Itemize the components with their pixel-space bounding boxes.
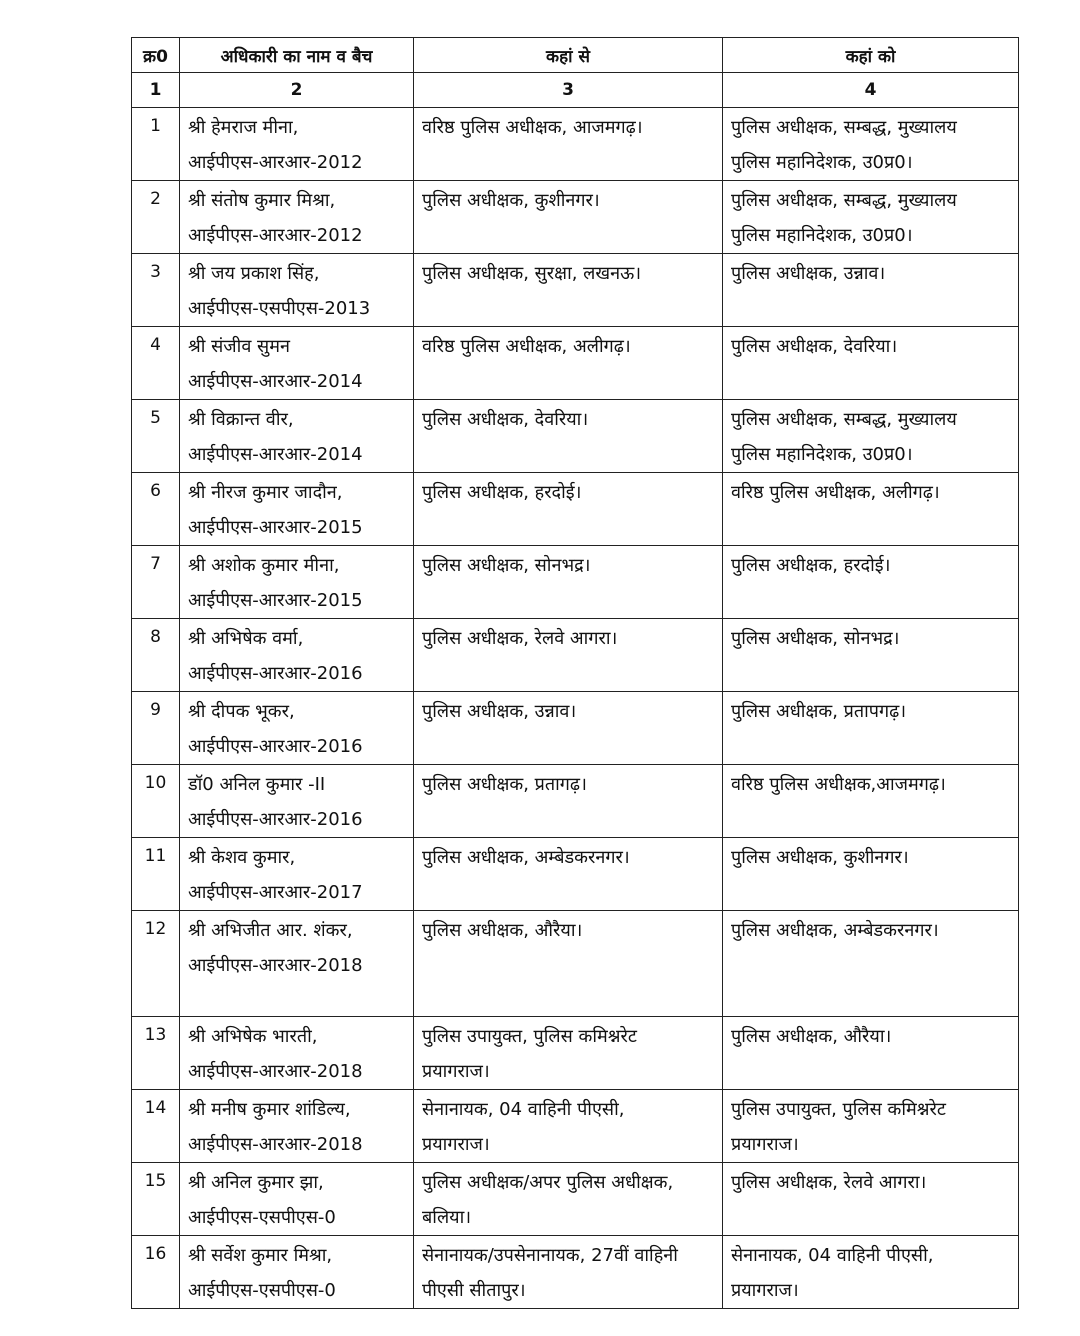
officer-name-batch-line: श्री नीरज कुमार जादौन, [188, 482, 343, 503]
table-row [132, 108, 1019, 181]
posting-from [414, 181, 723, 254]
table-row [132, 473, 1019, 546]
posting-to-line: पुलिस अधीक्षक, रेलवे आगरा। [731, 1172, 927, 1193]
serial-number: 1 [132, 108, 180, 181]
officer-name-batch [180, 1017, 414, 1090]
posting-from-line: पुलिस अधीक्षक, सोनभद्र। [422, 555, 591, 576]
serial-number: 9 [132, 692, 180, 765]
table-row [132, 838, 1019, 911]
officer-name-batch [180, 108, 414, 181]
officer-name-batch-line: आईपीएस-एसपीएस-0 [188, 1280, 336, 1301]
posting-to [723, 108, 1019, 181]
officer-name-batch-line: श्री अभिषेक भारती, [188, 1026, 318, 1047]
posting-to-line: पुलिस अधीक्षक, सम्बद्ध, मुख्यालय [731, 117, 957, 138]
table-row [132, 1017, 1019, 1090]
posting-from [414, 400, 723, 473]
posting-from-line: पुलिस अधीक्षक, रेलवे आगरा। [422, 628, 618, 649]
posting-from-line: पुलिस अधीक्षक, देवरिया। [422, 409, 589, 430]
table-row [132, 619, 1019, 692]
posting-from-line: पुलिस अधीक्षक, सुरक्षा, लखनऊ। [422, 263, 642, 284]
posting-from-line: वरिष्ठ पुलिस अधीक्षक, अलीगढ़। [422, 336, 631, 357]
officer-name-batch-line: आईपीएस-आरआर-2016 [188, 663, 363, 684]
serial-number: 12 [132, 911, 180, 1017]
header-from: कहां से [414, 38, 723, 73]
table-row [132, 765, 1019, 838]
serial-number: 4 [132, 327, 180, 400]
officer-name-batch-line: आईपीएस-आरआर-2018 [188, 1061, 363, 1082]
table-body [132, 108, 1019, 1309]
posting-from [414, 473, 723, 546]
officer-name-batch-line: श्री दीपक भूकर, [188, 701, 295, 722]
officer-name-batch [180, 1236, 414, 1309]
column-number-row [132, 73, 1019, 108]
officer-name-batch [180, 692, 414, 765]
posting-to [723, 254, 1019, 327]
posting-to [723, 473, 1019, 546]
posting-to [723, 619, 1019, 692]
officer-name-batch [180, 181, 414, 254]
posting-from-line: पुलिस अधीक्षक, कुशीनगर। [422, 190, 600, 211]
header-row [132, 38, 1019, 73]
officer-name-batch-line: आईपीएस-आरआर-2012 [188, 225, 363, 246]
posting-to [723, 546, 1019, 619]
serial-number: 14 [132, 1090, 180, 1163]
posting-from [414, 108, 723, 181]
officer-name-batch [180, 619, 414, 692]
table-row [132, 327, 1019, 400]
posting-to-line: प्रयागराज। [731, 1134, 799, 1155]
posting-from-line: पुलिस अधीक्षक, प्रतागढ़। [422, 774, 587, 795]
posting-from [414, 1163, 723, 1236]
posting-to-line: पुलिस अधीक्षक, देवरिया। [731, 336, 898, 357]
posting-from [414, 838, 723, 911]
officer-name-batch-line: श्री सर्वेश कुमार मिश्रा, [188, 1245, 333, 1266]
officer-name-batch-line: आईपीएस-आरआर-2014 [188, 444, 363, 465]
officer-name-batch-line: श्री अभिषेक वर्मा, [188, 628, 304, 649]
officer-name-batch-line: आईपीएस-आरआर-2018 [188, 955, 363, 976]
posting-from-line: सेनानायक/उपसेनानायक, 27वीं वाहिनी [422, 1245, 678, 1266]
officer-name-batch [180, 546, 414, 619]
table-row [132, 254, 1019, 327]
officer-name-batch-line: श्री संतोष कुमार मिश्रा, [188, 190, 336, 211]
officer-name-batch-line: श्री जय प्रकाश सिंह, [188, 263, 320, 284]
column-number: 1 [132, 73, 180, 108]
serial-number: 10 [132, 765, 180, 838]
header-serial: क्र0 [132, 38, 180, 73]
posting-to [723, 181, 1019, 254]
posting-to-line: पुलिस अधीक्षक, हरदोई। [731, 555, 891, 576]
serial-number: 3 [132, 254, 180, 327]
posting-from-line: वरिष्ठ पुलिस अधीक्षक, आजमगढ़। [422, 117, 643, 138]
table-row [132, 692, 1019, 765]
officer-name-batch-line: आईपीएस-आरआर-2016 [188, 809, 363, 830]
serial-number: 16 [132, 1236, 180, 1309]
posting-to [723, 1090, 1019, 1163]
posting-from-line: पुलिस अधीक्षक, उन्नाव। [422, 701, 577, 722]
posting-to [723, 1163, 1019, 1236]
officer-name-batch [180, 838, 414, 911]
posting-from-line: पुलिस अधीक्षक, हरदोई। [422, 482, 582, 503]
transfer-table [131, 37, 1019, 1309]
officer-name-batch-line: आईपीएस-आरआर-2012 [188, 152, 363, 173]
officer-name-batch [180, 473, 414, 546]
table-row [132, 546, 1019, 619]
officer-name-batch [180, 327, 414, 400]
table-row [132, 1090, 1019, 1163]
posting-to-line: वरिष्ठ पुलिस अधीक्षक,आजमगढ़। [731, 774, 946, 795]
posting-to-line: पुलिस अधीक्षक, सम्बद्ध, मुख्यालय [731, 409, 957, 430]
serial-number: 5 [132, 400, 180, 473]
officer-name-batch-line: श्री अभिजीत आर. शंकर, [188, 920, 353, 941]
posting-from [414, 765, 723, 838]
posting-to-line: पुलिस महानिदेशक, उ0प्र0। [731, 152, 913, 173]
posting-to [723, 327, 1019, 400]
officer-name-batch [180, 911, 414, 1017]
posting-from [414, 692, 723, 765]
posting-from-line: प्रयागराज। [422, 1061, 490, 1082]
officer-name-batch-line: श्री हेमराज मीना, [188, 117, 299, 138]
column-number: 4 [723, 73, 1019, 108]
posting-from-line: पुलिस उपायुक्त, पुलिस कमिश्नरेट [422, 1026, 637, 1047]
table-row [132, 181, 1019, 254]
serial-number: 2 [132, 181, 180, 254]
posting-to-line: पुलिस अधीक्षक, उन्नाव। [731, 263, 886, 284]
officer-name-batch-line: श्री मनीष कुमार शांडिल्य, [188, 1099, 351, 1120]
posting-to-line: पुलिस महानिदेशक, उ0प्र0। [731, 225, 913, 246]
officer-name-batch-line: आईपीएस-आरआर-2018 [188, 1134, 363, 1155]
posting-to-line: पुलिस अधीक्षक, सोनभद्र। [731, 628, 900, 649]
posting-to [723, 765, 1019, 838]
officer-name-batch-line: आईपीएस-एसपीएस-0 [188, 1207, 336, 1228]
posting-from [414, 1236, 723, 1309]
posting-to-line: पुलिस अधीक्षक, सम्बद्ध, मुख्यालय [731, 190, 957, 211]
officer-name-batch-line: डॉ0 अनिल कुमार -II [188, 774, 326, 795]
posting-to-line: वरिष्ठ पुलिस अधीक्षक, अलीगढ़। [731, 482, 940, 503]
posting-from [414, 327, 723, 400]
officer-name-batch [180, 765, 414, 838]
posting-to-line: पुलिस महानिदेशक, उ0प्र0। [731, 444, 913, 465]
posting-from-line: सेनानायक, 04 वाहिनी पीएसी, [422, 1099, 625, 1120]
serial-number: 6 [132, 473, 180, 546]
posting-from-line: पुलिस अधीक्षक, अम्बेडकरनगर। [422, 847, 630, 868]
officer-name-batch-line: आईपीएस-आरआर-2014 [188, 371, 363, 392]
officer-name-batch [180, 400, 414, 473]
posting-to [723, 911, 1019, 1017]
officer-name-batch [180, 254, 414, 327]
officer-name-batch-line: आईपीएस-आरआर-2016 [188, 736, 363, 757]
officer-name-batch-line: आईपीएस-आरआर-2015 [188, 517, 363, 538]
officer-name-batch-line: आईपीएस-एसपीएस-2013 [188, 298, 371, 319]
header-to: कहां को [723, 38, 1019, 73]
posting-from [414, 619, 723, 692]
officer-name-batch-line: श्री केशव कुमार, [188, 847, 296, 868]
officer-name-batch-line: आईपीएस-आरआर-2015 [188, 590, 363, 611]
posting-to [723, 1017, 1019, 1090]
posting-from-line: पीएसी सीतापुर। [422, 1280, 526, 1301]
officer-name-batch [180, 1163, 414, 1236]
officer-name-batch-line: श्री विक्रान्त वीर, [188, 409, 294, 430]
posting-from [414, 254, 723, 327]
officer-name-batch-line: आईपीएस-आरआर-2017 [188, 882, 363, 903]
posting-from-line: पुलिस अधीक्षक/अपर पुलिस अधीक्षक, [422, 1172, 674, 1193]
posting-from-line: पुलिस अधीक्षक, औरैया। [422, 920, 583, 941]
posting-to [723, 838, 1019, 911]
table-row [132, 1163, 1019, 1236]
posting-to-line: पुलिस उपायुक्त, पुलिस कमिश्नरेट [731, 1099, 946, 1120]
column-number: 2 [180, 73, 414, 108]
posting-from [414, 911, 723, 1017]
officer-name-batch-line: श्री अशोक कुमार मीना, [188, 555, 340, 576]
serial-number: 7 [132, 546, 180, 619]
posting-to [723, 692, 1019, 765]
posting-to-line: पुलिस अधीक्षक, अम्बेडकरनगर। [731, 920, 939, 941]
header-officer-name-batch: अधिकारी का नाम व बैच [180, 38, 414, 73]
posting-from-line: प्रयागराज। [422, 1134, 490, 1155]
posting-to-line: सेनानायक, 04 वाहिनी पीएसी, [731, 1245, 934, 1266]
serial-number: 13 [132, 1017, 180, 1090]
officer-name-batch-line: श्री संजीव सुमन [188, 336, 290, 357]
posting-from-line: बलिया। [422, 1207, 472, 1228]
officer-name-batch-line: श्री अनिल कुमार झा, [188, 1172, 324, 1193]
posting-from [414, 546, 723, 619]
posting-to [723, 400, 1019, 473]
column-number: 3 [414, 73, 723, 108]
posting-to [723, 1236, 1019, 1309]
posting-to-line: पुलिस अधीक्षक, औरैया। [731, 1026, 892, 1047]
posting-from [414, 1090, 723, 1163]
officer-name-batch [180, 1090, 414, 1163]
serial-number: 15 [132, 1163, 180, 1236]
serial-number: 11 [132, 838, 180, 911]
table-row [132, 911, 1019, 1017]
posting-to-line: पुलिस अधीक्षक, प्रतापगढ़। [731, 701, 907, 722]
posting-to-line: पुलिस अधीक्षक, कुशीनगर। [731, 847, 909, 868]
serial-number: 8 [132, 619, 180, 692]
posting-to-line: प्रयागराज। [731, 1280, 799, 1301]
table-row [132, 400, 1019, 473]
posting-from [414, 1017, 723, 1090]
table-row [132, 1236, 1019, 1309]
